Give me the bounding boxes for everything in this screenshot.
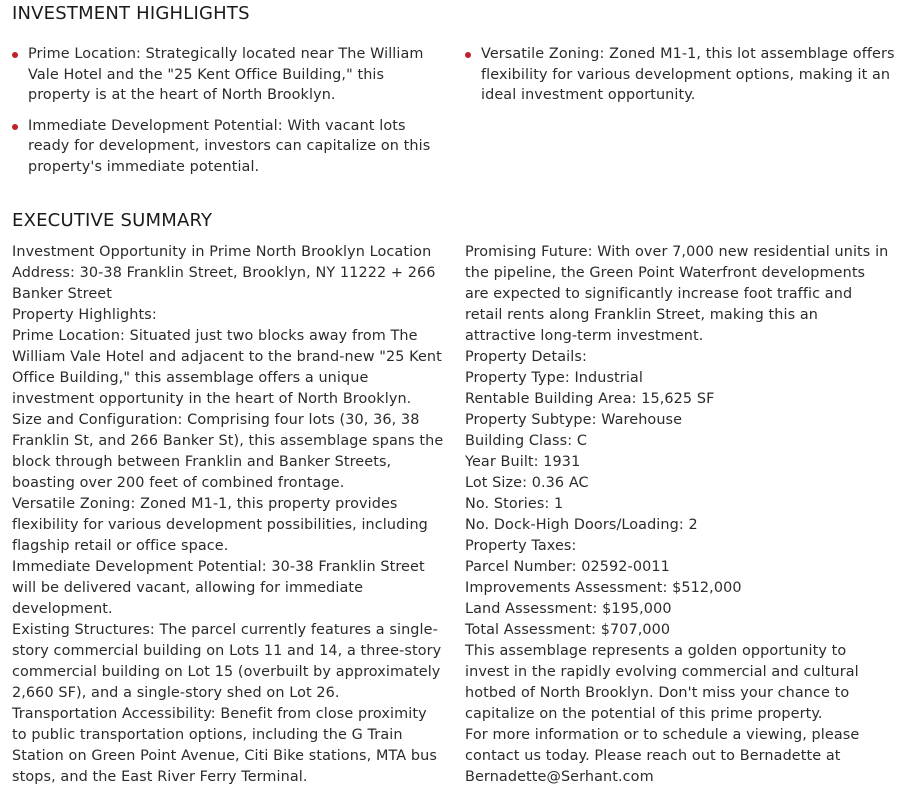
summary-line: Total Assessment: $707,000 (465, 622, 671, 638)
summary-line: Property Taxes: (465, 538, 577, 554)
highlight-text: Versatile Zoning: Zoned M1-1, this lot assemblage offers flexibility for various development options, making it an ideal investment opportunity. (481, 46, 895, 103)
summary-line: Versatile Zoning: Zoned M1-1, this property provides flexibility for various development possibilities, including flagship retail or office space. (12, 496, 428, 554)
highlight-text: Prime Location: Strategically located near The William Vale Hotel and the "25 Kent Office Building," this property is at the heart of North Brooklyn. (28, 46, 424, 103)
summary-line: Rentable Building Area: 15,625 SF (465, 391, 715, 407)
summary-line: Address: 30-38 Franklin Street, Brooklyn, NY 11222 + 266 Banker Street (12, 265, 436, 302)
highlight-item (465, 44, 897, 106)
summary-line: Year Built: 1931 (465, 454, 581, 470)
summary-line: Property Highlights: (12, 307, 157, 323)
summary-line: Transportation Accessibility: Benefit from close proximity to public transportation options, including the G Train Station on Green Point Avenue, Citi Bike stations, MTA bus stops, and the East River Ferry Terminal. (12, 706, 437, 785)
bullet-dot-icon (12, 52, 18, 58)
summary-line: Building Class: C (465, 433, 587, 449)
bullet-dot-icon (465, 52, 471, 58)
summary-line: No. Dock-High Doors/Loading: 2 (465, 517, 698, 533)
summary-line: Property Type: Industrial (465, 370, 643, 386)
highlight-item (12, 44, 432, 106)
summary-column-left (12, 242, 444, 788)
summary-line: No. Stories: 1 (465, 496, 564, 512)
summary-line: Land Assessment: $195,000 (465, 601, 672, 617)
summary-line: Investment Opportunity in Prime North Brooklyn Location (12, 244, 432, 260)
summary-line: Promising Future: With over 7,000 new residential units in the pipeline, the Green Point Waterfront developments are expected to significantly increase foot traffic and retail rents along Franklin Street, making this an attractive long-term investment. (465, 244, 889, 344)
bullet-dot-icon (12, 124, 18, 130)
executive-summary-heading: EXECUTIVE SUMMARY (12, 210, 213, 231)
summary-line: Property Details: (465, 349, 587, 365)
summary-column-right (465, 242, 893, 788)
summary-line: Improvements Assessment: $512,000 (465, 580, 742, 596)
highlight-item (12, 116, 432, 178)
summary-line: This assemblage represents a golden opportunity to invest in the rapidly evolving commercial and cultural hotbed of North Brooklyn. Don't miss your chance to capitalize on the potential of this prime property. (465, 643, 859, 722)
highlights-list-left (12, 44, 432, 187)
highlights-list-right (465, 44, 897, 116)
investment-highlights-heading: INVESTMENT HIGHLIGHTS (12, 3, 250, 24)
summary-line: Immediate Development Potential: 30-38 Franklin Street will be delivered vacant, allowing for immediate development. (12, 559, 425, 617)
summary-line: Lot Size: 0.36 AC (465, 475, 589, 491)
highlight-text: Immediate Development Potential: With vacant lots ready for development, investors can capitalize on this property's immediate potential. (28, 117, 431, 175)
summary-line: Existing Structures: The parcel currently features a single-story commercial building on Lots 11 and 14, a three-story commercial building on Lot 15 (overbuilt by approximately 2,660 SF), and a single-story shed on Lot 26. (12, 622, 442, 701)
summary-line: Prime Location: Situated just two blocks away from The William Vale Hotel and adjacent to the brand-new "25 Kent Office Building," this assemblage offers a unique investment opportunity in the heart of North Brooklyn. (12, 328, 442, 407)
summary-line: For more information or to schedule a viewing, please contact us today. Please reach out to Bernadette at Bernadette@Serhant.com (465, 727, 860, 785)
summary-line: Property Subtype: Warehouse (465, 412, 683, 428)
summary-line: Size and Configuration: Comprising four lots (30, 36, 38 Franklin St, and 266 Banker St), this assemblage spans the block through between Franklin and Banker Streets, boasting over 200 feet of combined frontage. (12, 412, 444, 491)
summary-line: Parcel Number: 02592-0011 (465, 559, 670, 575)
